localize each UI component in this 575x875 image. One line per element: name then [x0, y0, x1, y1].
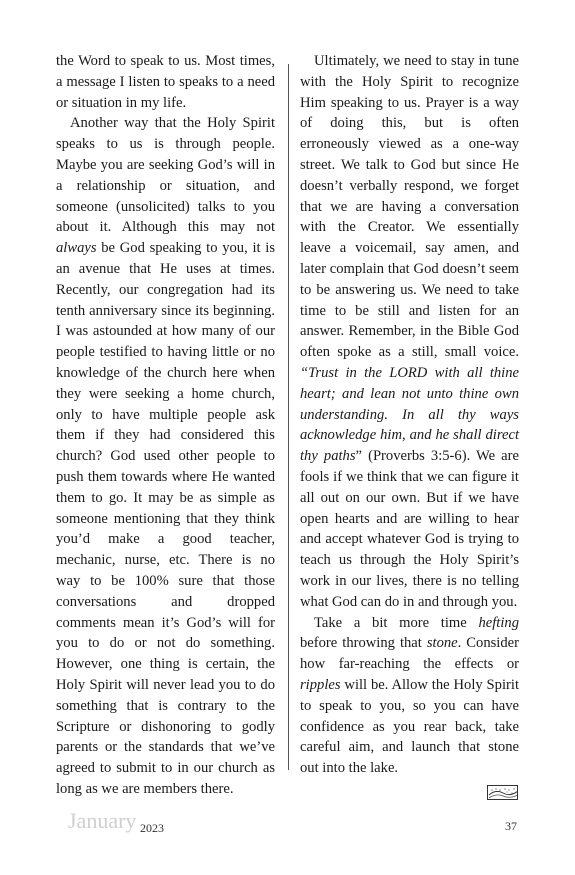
right-column — [300, 51, 519, 779]
paragraph-text: ” (Proverbs 3:5-6). We are fools if we think that we can figure it all out on our own. But if we have open hearts and are willing to hear and accept whatever God is trying to teach us through the Holy Spirit’s work in our lives, there is no telling what God can do in and through you. — [300, 448, 519, 610]
paragraph-text: Another way that the Holy Spirit speaks to us is through people. Maybe you are seeking God’s will in a relationship or situation, and someone (unsolicited) talks to you about it. Although this may not — [56, 115, 275, 236]
scripture-quote: “Trust in the LORD with all thine heart; and lean not unto thine own understanding. In all thy ways acknowledge him, and he shall direct thy paths — [300, 364, 519, 465]
paragraph-text: the Word to speak to us. Most times, a message I listen to speaks to a need or situation in my life. — [56, 53, 275, 111]
water-ripple-icon — [488, 786, 518, 800]
paragraph-text: Ultimately, we need to stay in tune with the Holy Spirit to recognize Him speaking to us. Prayer is a way of doing this, but is often erroneously viewed as a one-way street. We talk to God but since He doesn’t verbally respond, we forget that we are having a conversation with the Creator. We essentially leave a voicemail, say amen, and later complain that God doesn’t seem to be answering us. We need to take time to be still and listen for an answer. Remember, in the Bible God often spoke as a still, small voice. — [300, 53, 519, 361]
footer-month: January — [68, 808, 137, 833]
paragraph-text: be God speaking to you, it is an avenue that He uses at times. Recently, our congregation had its tenth anniversary since its beginning. I was astounded at how many of our people testified to having little or no knowledge of the church here when they were seeking a home church, only to have multiple people ask them if they had considered this church? God used other people to push them towards where He wanted them to go. It may be as simple as someone mentioning that they think you’d make a good teacher, mechanic, nurse, etc. There is no way to be 100% sure that those conversations and dropped comments mean it’s God’s will for you to do or not do something. However, one thing is certain, the Holy Spirit will never lead you to do something that is contrary to the Scripture or dishonoring to godly parents or the standards that we’ve agreed to submit to in our church as long as we are members there. — [56, 240, 275, 797]
paragraph-closing — [300, 613, 519, 779]
paragraph-text: Take a bit more time — [314, 614, 479, 631]
paragraph-continued — [56, 51, 275, 113]
paragraph-text: . Consider how far-reaching the effects or — [300, 635, 519, 673]
paragraph-prayer — [300, 51, 519, 613]
paragraph-holy-spirit-people — [56, 113, 275, 799]
paragraph-text: before throwing that — [300, 635, 427, 652]
emphasis-text: hefting — [478, 614, 519, 631]
emphasis-text: ripples — [300, 676, 341, 693]
left-column — [56, 51, 275, 800]
emphasis-text: stone — [426, 635, 458, 652]
end-mark-icon — [487, 785, 518, 800]
column-divider — [288, 64, 289, 770]
page-number: 37 — [505, 819, 517, 833]
emphasis-text: always — [56, 240, 97, 257]
footer-year: 2023 — [140, 821, 164, 835]
paragraph-text: will be. Allow the Holy Spirit to speak to you, so you can have confidence as you rear back, take careful aim, and launch that stone out into the lake. — [300, 676, 519, 777]
